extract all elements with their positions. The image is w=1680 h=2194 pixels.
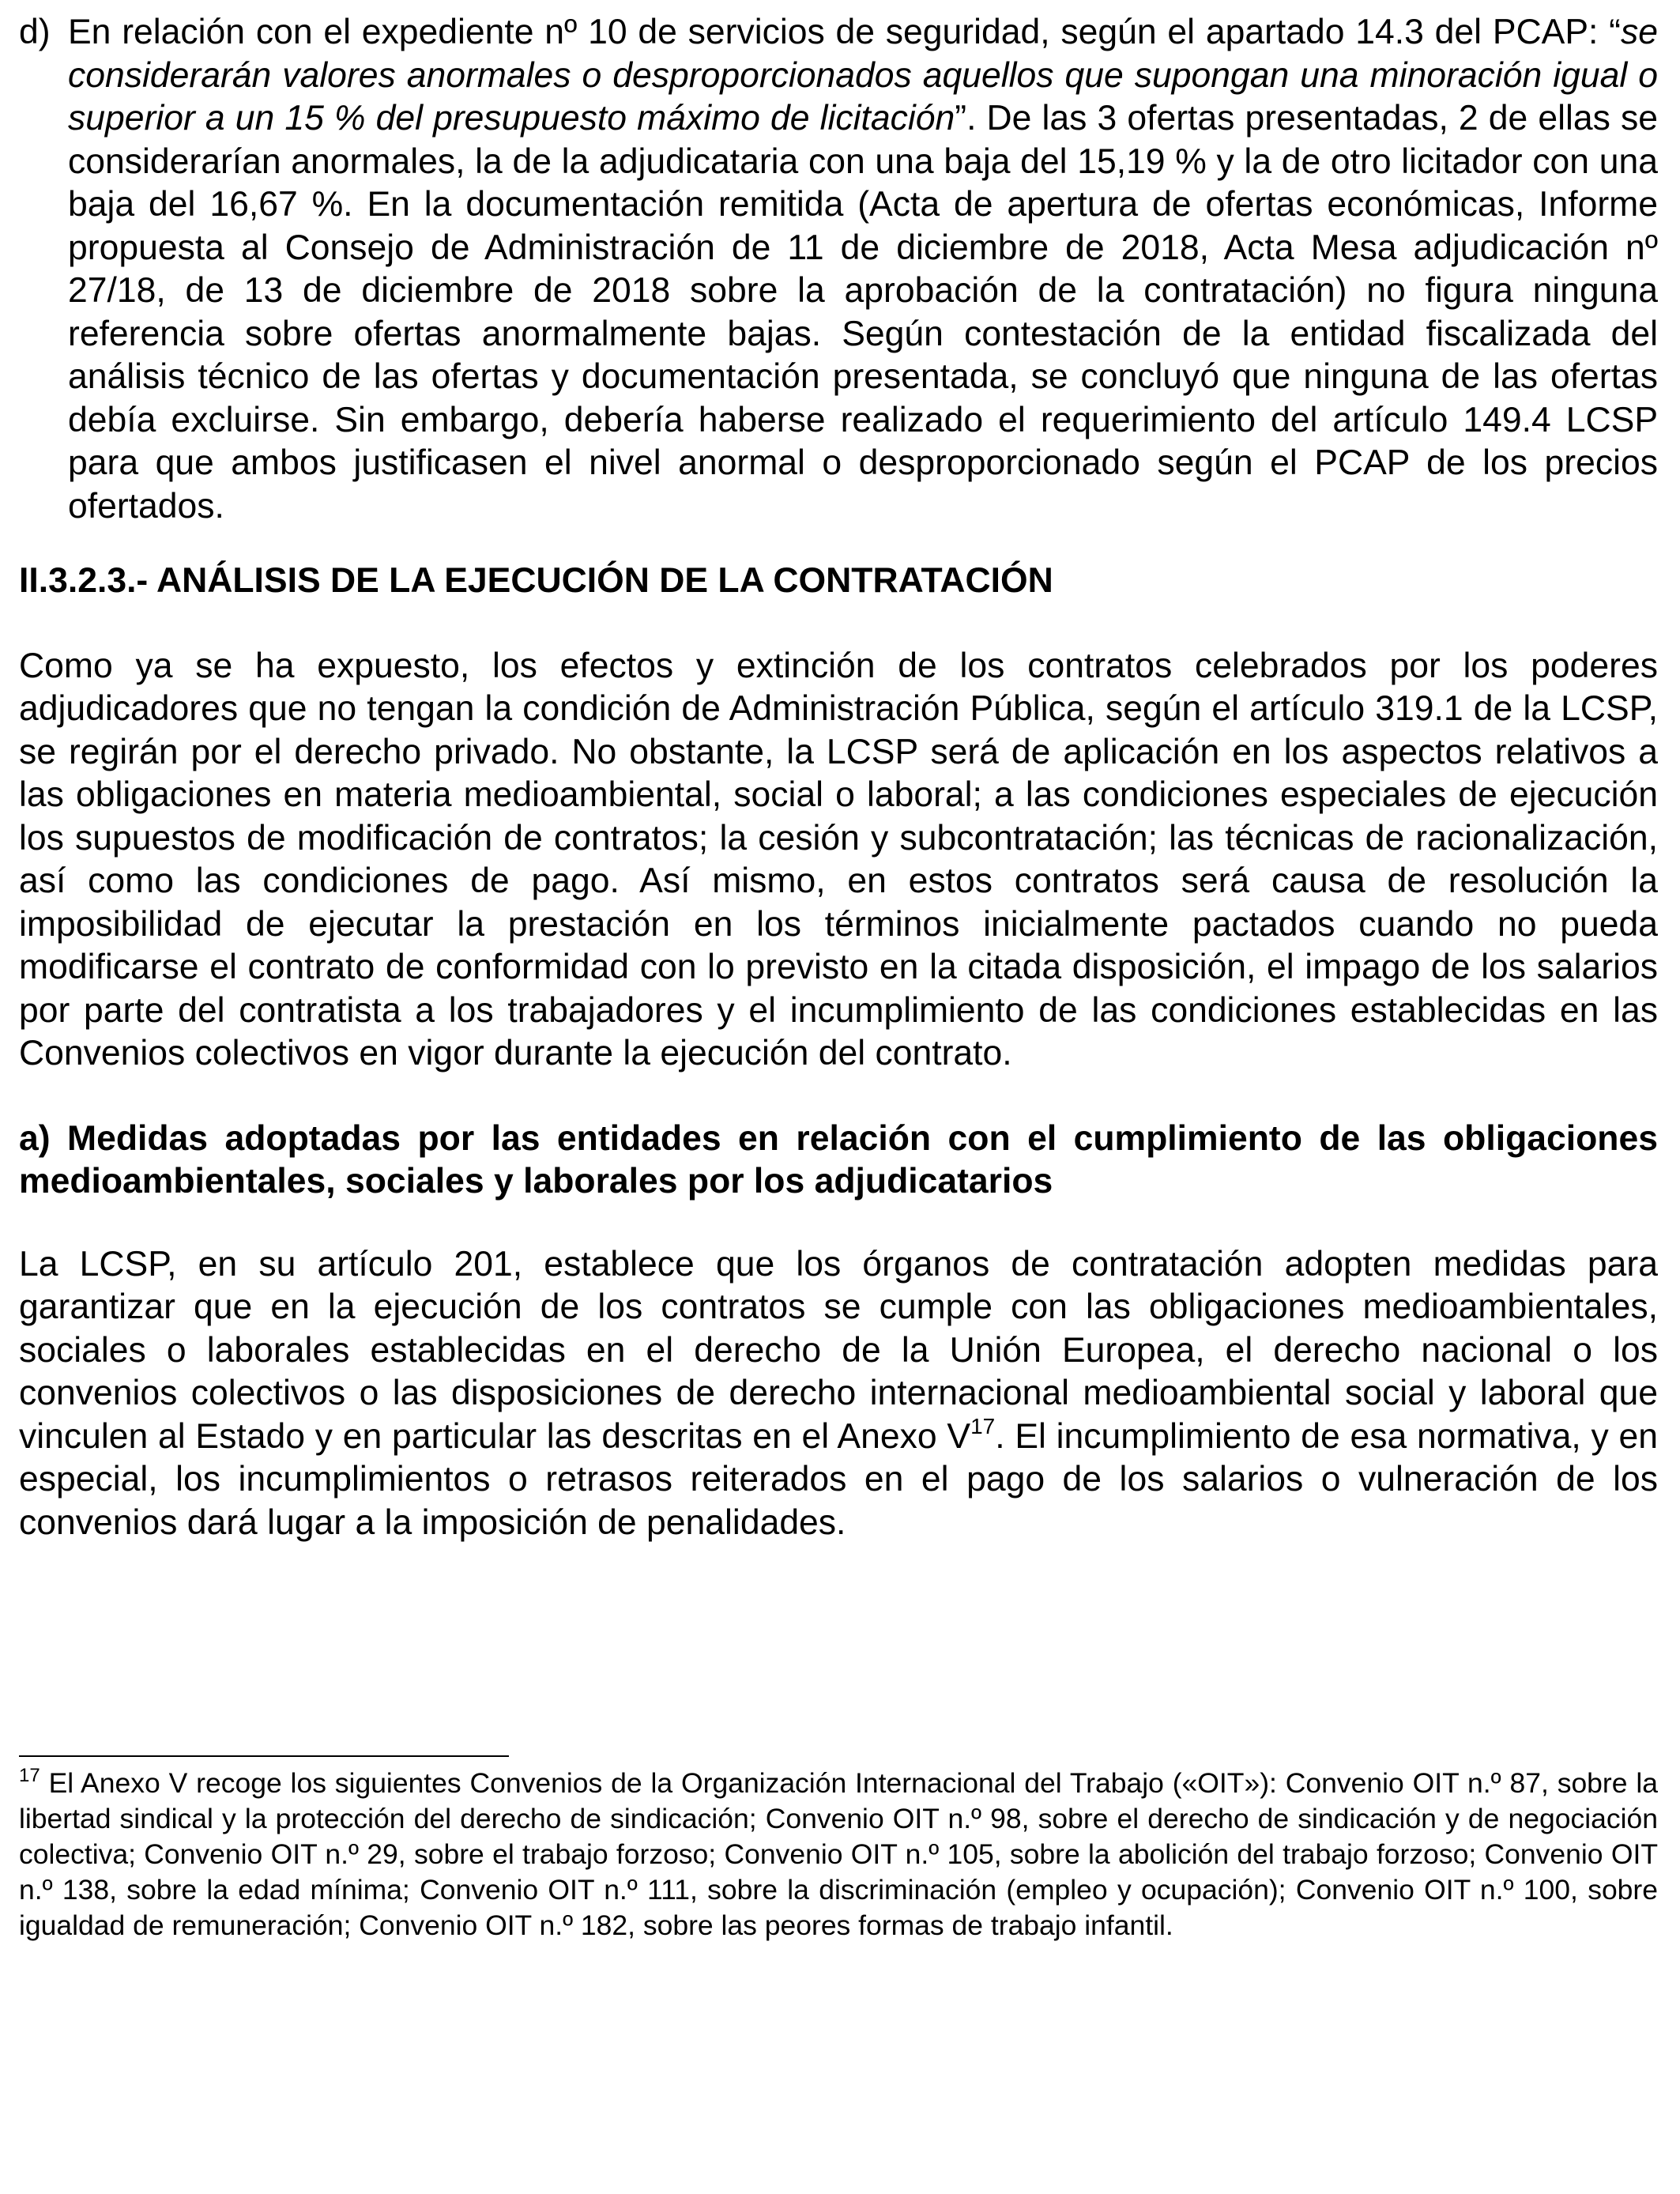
item-d-quote: se considerarán valores anormales o desproporcionados aquellos que supongan una minoración igual o superior a un 15 % del presupuesto máximo de licitación [68,13,1658,138]
subsection-a-heading: a) Medidas adoptadas por las entidades en relación con el cumplimiento de las obligaciones medioambientales, sociales y laborales por los adjudicatarios [19,1118,1658,1201]
list-item-body [68,11,1658,528]
subsection-a-text-2: . El incumplimiento de esa normativa, y en especial, los incumplimientos o retrasos reiterados en el pago de los salarios o vulneración de los convenios dará lugar a la imposición de penalidades. [19,1416,1658,1542]
item-d-text-1: En relación con el expediente nº 10 de servicios de seguridad, según el apartado 14.3 del PCAP: “ [68,13,1621,51]
section-heading: II.3.2.3.- ANÁLISIS DE LA EJECUCIÓN DE LA CONTRATACIÓN [19,561,1053,600]
section-paragraph: Como ya se ha expuesto, los efectos y extinción de los contratos celebrados por los poderes adjudicadores que no tengan la condición de Administración Pública, según el artículo 319.1 de la LCSP, se regirán por el derecho privado. No obstante, la LCSP será de aplicación en los aspectos relativos a las obligaciones en materia medioambiental, social o laboral; a las condiciones especiales de ejecución los supuestos de modificación de contratos; la cesión y subcontratación; las técnicas de racionalización, así como las condiciones de pago. Así mismo, en estos contratos será causa de resolución la imposibilidad de ejecutar la prestación en los términos inicialmente pactados cuando no pueda modificarse el contrato de conformidad con lo previsto en la citada disposición, el impago de los salarios por parte del contratista a los trabajadores y el incumplimiento de las condiciones establecidas en las Convenios colectivos en vigor durante la ejecución del contrato. [19,646,1658,1072]
footnote-separator [19,1755,509,1757]
footnote [19,1766,1658,1943]
item-d-text-2: ”. De las 3 ofertas presentadas, 2 de ellas se considerarían anormales, la de la adjudicataria con una baja del 15,19 % y la de otro licitador con una baja del 16,67 %. En la documentación remitida (Acta de apertura de ofertas económicas, Informe propuesta al Consejo de Administración de 11 de diciembre de 2018, Acta Mesa adjudicación nº 27/18, de 13 de diciembre de 2018 sobre la aprobación de la contratación) no figura ninguna referencia sobre ofertas anormalmente bajas. Según contestación de la entidad fiscalizada del análisis técnico de las ofertas y documentación presentada, se concluyó que ninguna de las ofertas debía excluirse. Sin embargo, debería haberse realizado el requerimiento del artículo 149.4 LCSP para que ambos justificasen el nivel anormal o desproporcionado según el PCAP de los precios ofertados. [68,99,1658,526]
subsection-a-text-1: La LCSP, en su artículo 201, establece que los órganos de contratación adopten medidas para garantizar que en la ejecución de los contratos se cumple con las obligaciones medioambientales, sociales o laborales establecidas en el derecho de la Unión Europea, el derecho nacional o los convenios colectivos o las disposiciones de derecho internacional medioambiental social y laboral que vinculen al Estado y en particular las descritas en el Anexo V [19,1244,1658,1456]
footnote-number: 17 [19,1765,40,1786]
list-marker: d) [19,13,51,51]
footnote-reference[interactable]: 17 [970,1413,996,1438]
subsection-a-paragraph [19,1243,1658,1545]
footnote-text: El Anexo V recoge los siguientes Convenios de la Organización Internacional del Trabajo («OIT»): Convenio OIT n.º 87, sobre la libertad sindical y la protección del derecho de sindicación; Convenio OIT n.º 98, sobre el derecho de sindicación y de negociación colectiva; Convenio OIT n.º 29, sobre el trabajo forzoso; Convenio OIT n.º 105, sobre la abolición del trabajo forzoso; Convenio OIT n.º 138, sobre la edad mínima; Convenio OIT n.º 111, sobre la discriminación (empleo y ocupación); Convenio OIT n.º 100, sobre igualdad de remuneración; Convenio OIT n.º 182, sobre las peores formas de trabajo infantil. [19,1767,1658,1941]
document-page [19,11,1658,1544]
list-item-d [19,11,1658,528]
